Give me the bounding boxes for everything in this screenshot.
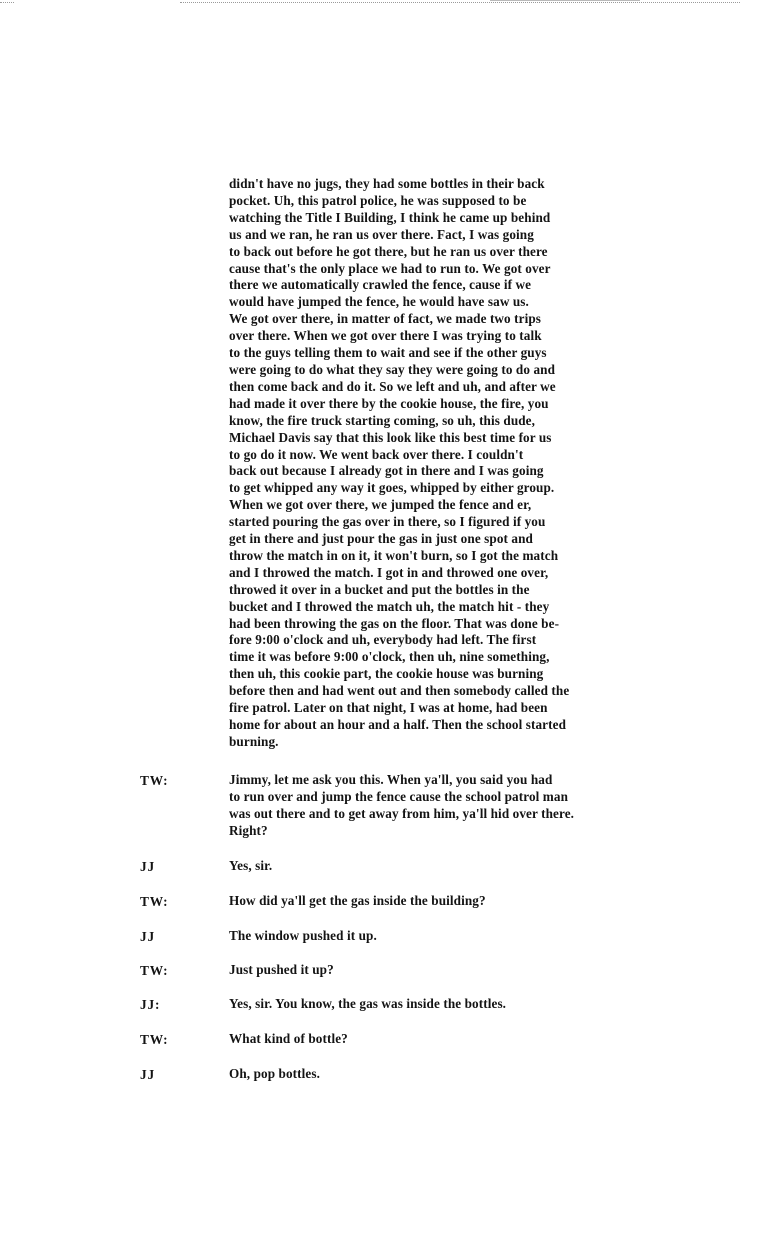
- utterance-line: Right?: [229, 822, 268, 838]
- narrative-line: We got over there, in matter of fact, we made two trips: [229, 311, 542, 327]
- narrative-line: and I throwed the match. I got in and throwed one over,: [229, 564, 549, 580]
- narrative-line: bucket and I throwed the match uh, the match hit - they: [229, 598, 550, 614]
- narrative-line: were going to do what they say they were going to do and: [229, 361, 556, 377]
- narrative-line: had made it over there by the cookie house, the fire, you: [229, 395, 549, 411]
- narrative-line: know, the fire truck starting coming, so uh, this dude,: [229, 412, 536, 428]
- narrative-line: started pouring the gas over in there, so I figured if you: [229, 514, 546, 530]
- narrative-line: get in there and just pour the gas in just one spot and: [229, 531, 533, 547]
- narrative-line: watching the Title I Building, I think he came up behind: [229, 209, 551, 225]
- narrative-line: When we got over there, we jumped the fence and er,: [229, 497, 532, 513]
- narrative-line: fire patrol. Later on that night, I was at home, had been: [229, 700, 548, 716]
- narrative-line: then uh, this cookie part, the cookie house was burning: [229, 666, 544, 682]
- utterance-line: was out there and to get away from him, ya'll hid over there.: [229, 805, 575, 821]
- utterance: [229, 928, 699, 945]
- narrative-line: to get whipped any way it goes, whipped by either group.: [229, 480, 555, 496]
- narrative-line: Michael Davis say that this look like this best time for us: [229, 429, 552, 445]
- utterance: [229, 1066, 699, 1083]
- narrative-line: to the guys telling them to wait and see if the other guys: [229, 345, 547, 361]
- narrative-line: before then and had went out and then somebody called the: [229, 683, 570, 699]
- utterance-line: Yes, sir.: [229, 858, 273, 873]
- utterance-line: Yes, sir. You know, the gas was inside the bottles.: [229, 996, 507, 1011]
- narrative-line: to back out before he got there, but he ran us over there: [229, 243, 548, 259]
- speaker-label: JJ: [140, 929, 155, 944]
- narrative-line: didn't have no jugs, they had some bottles in their back: [229, 176, 545, 191]
- utterance-line: Just pushed it up?: [229, 962, 334, 977]
- narrative-line: throwed it over in a bucket and put the bottles in the: [229, 581, 530, 597]
- narrative-line: pocket. Uh, this patrol police, he was supposed to be: [229, 192, 527, 208]
- utterance-line: How did ya'll get the gas inside the building?: [229, 893, 486, 908]
- speaker-label: JJ: [140, 859, 155, 874]
- narrative-line: burning.: [229, 733, 279, 749]
- narrative-line: had been throwing the gas on the floor. That was done be-: [229, 615, 560, 631]
- narrative-line: cause that's the only place we had to run to. We got over: [229, 260, 551, 276]
- narrative-line: over there. When we got over there I was trying to talk: [229, 328, 542, 344]
- utterance: [229, 1031, 699, 1048]
- narrative-line: back out because I already got in there and I was going: [229, 463, 544, 479]
- narrative-line: fore 9:00 o'clock and uh, everybody had left. The first: [229, 632, 537, 648]
- utterance: [229, 858, 699, 875]
- top-edge-strip: [490, 0, 640, 5]
- speaker-label: TW:: [140, 773, 169, 788]
- utterance: [229, 996, 699, 1013]
- utterance-line: Jimmy, let me ask you this. When ya'll, you said you had: [229, 772, 553, 787]
- speaker-label: TW:: [140, 1032, 169, 1047]
- narrative-line: then come back and do it. So we left and uh, and after we: [229, 378, 556, 394]
- narrative-line: home for about an hour and a half. Then the school started: [229, 717, 566, 732]
- narrative-line: throw the match in on it, it won't burn, so I got the match: [229, 547, 559, 563]
- utterance-line: The window pushed it up.: [229, 928, 377, 943]
- narrative-line: us and we ran, he ran us over there. Fact, I was going: [229, 226, 534, 242]
- utterance: [229, 772, 699, 840]
- narrative-line: would have jumped the fence, he would have saw us.: [229, 294, 529, 310]
- speaker-label: TW:: [140, 894, 169, 909]
- utterance-line: What kind of bottle?: [229, 1031, 348, 1046]
- top-edge-rule-left: [0, 2, 14, 3]
- narrative-paragraph: [229, 176, 699, 751]
- utterance-line: to run over and jump the fence cause the school patrol man: [229, 788, 569, 804]
- narrative-line: there we automatically crawled the fence, cause if we: [229, 277, 532, 293]
- top-edge-rule: [180, 2, 740, 3]
- narrative-line: to go do it now. We went back over there. I couldn't: [229, 446, 524, 462]
- speaker-label: JJ:: [140, 997, 161, 1012]
- narrative-line: time it was before 9:00 o'clock, then uh, nine something,: [229, 649, 550, 665]
- speaker-label: JJ: [140, 1067, 155, 1082]
- speaker-label: TW:: [140, 963, 169, 978]
- utterance-line: Oh, pop bottles.: [229, 1066, 321, 1081]
- utterance: [229, 962, 699, 979]
- utterance: [229, 893, 699, 910]
